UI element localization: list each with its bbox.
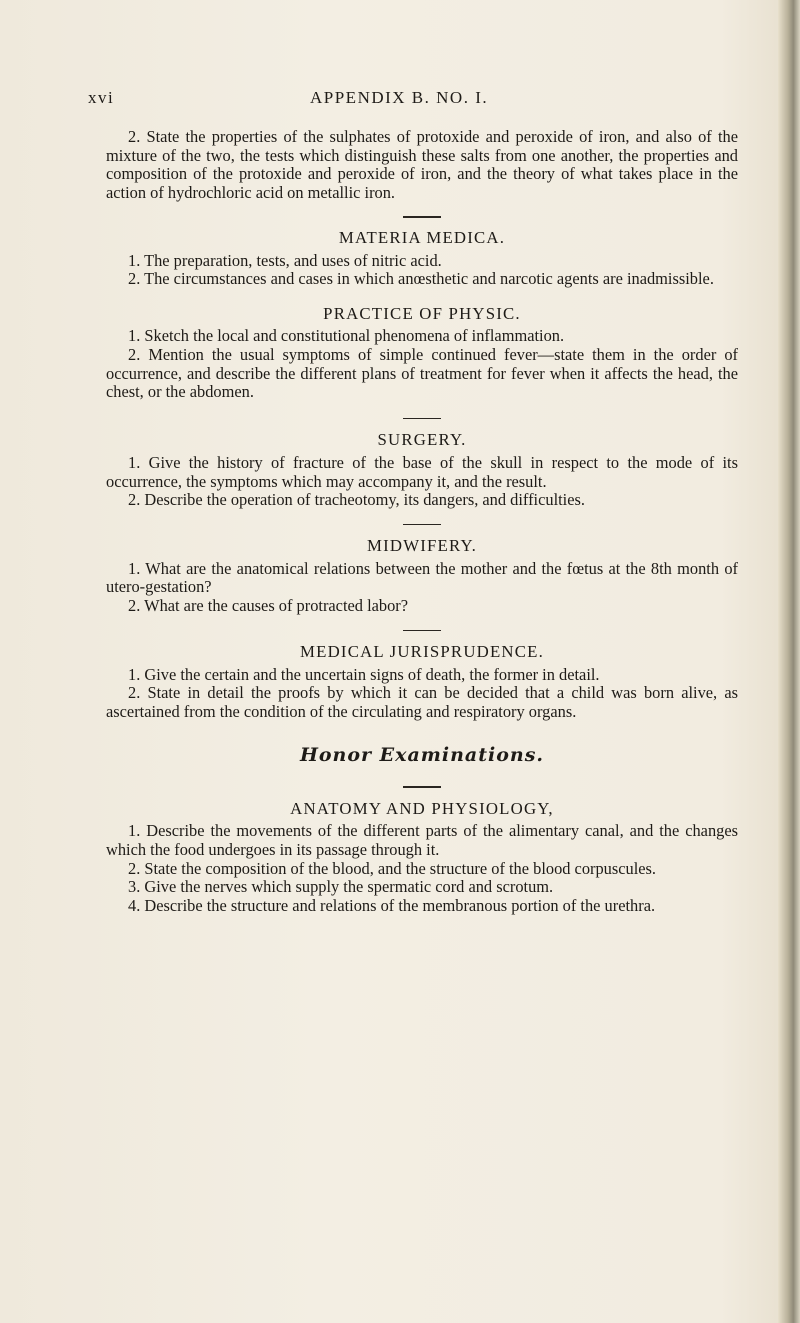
- question: 1. The preparation, tests, and uses of nitric acid.: [128, 250, 442, 270]
- question: 2. State the composition of the blood, and the structure of the blood corpuscules.: [128, 858, 657, 878]
- question: 1. What are the anatomical relations between the mother and the fœtus at the 8th month of utero-gestation?: [106, 558, 738, 597]
- honor-examinations-heading: Honor Examinations.: [299, 743, 545, 766]
- question: 1. Sketch the local and constitutional phenomena of inflammation.: [128, 326, 565, 346]
- question: 2. State in detail the proofs by which it can be decided that a child was born alive, as ascertained from the condition of the circulating and respiratory organs.: [106, 683, 738, 722]
- running-title: APPENDIX B. NO. I.: [310, 88, 489, 107]
- section-heading: ANATOMY AND PHYSIOLOGY,: [290, 798, 554, 818]
- question: 2. The circumstances and cases in which anœsthetic and narcotic agents are inadmissible.: [128, 269, 714, 289]
- question: 2. State the properties of the sulphates of protoxide and peroxide of iron, and also of the mixture of the two, the tests which distinguish these salts from one another, the properties and composition of the protoxide and peroxide of iron, and the theory of what takes place in the action of hydrochloric acid on metallic iron.: [106, 127, 738, 202]
- question: 1. Give the history of fracture of the base of the skull in respect to the mode of its occurrence, the symptoms which may accompany it, and the result.: [106, 452, 738, 491]
- section-heading: MEDICAL JURISPRUDENCE.: [300, 642, 544, 662]
- question: 1. Describe the movements of the different parts of the alimentary canal, and the changes which the food undergoes in its passage through it.: [106, 821, 738, 859]
- section-heading: MIDWIFERY.: [366, 536, 478, 556]
- page-body: [106, 128, 738, 915]
- question: 4. Describe the structure and relations of the membranous portion of the urethra.: [128, 895, 656, 915]
- question: 1. Give the certain and the uncertain signs of death, the former in detail.: [128, 664, 600, 684]
- running-header: [88, 88, 740, 112]
- question: 3. Give the nerves which supply the spermatic cord and scrotum.: [128, 877, 554, 897]
- section-heading: SURGERY.: [377, 430, 467, 450]
- question: 2. Describe the operation of tracheotomy, its dangers, and difficulties.: [128, 490, 585, 510]
- page-edge: [778, 0, 800, 1323]
- question: 2. What are the causes of protracted labor?: [128, 596, 409, 616]
- page-number: xvi: [88, 88, 115, 107]
- section-heading: PRACTICE OF PHYSIC.: [323, 303, 521, 323]
- question: 2. Mention the usual symptoms of simple continued fever—state them in the order of occurrence, and describe the different plans of treatment for fever when it affects the head, the chest, or the abdomen.: [106, 344, 738, 402]
- section-heading: MATERIA MEDICA.: [338, 227, 506, 247]
